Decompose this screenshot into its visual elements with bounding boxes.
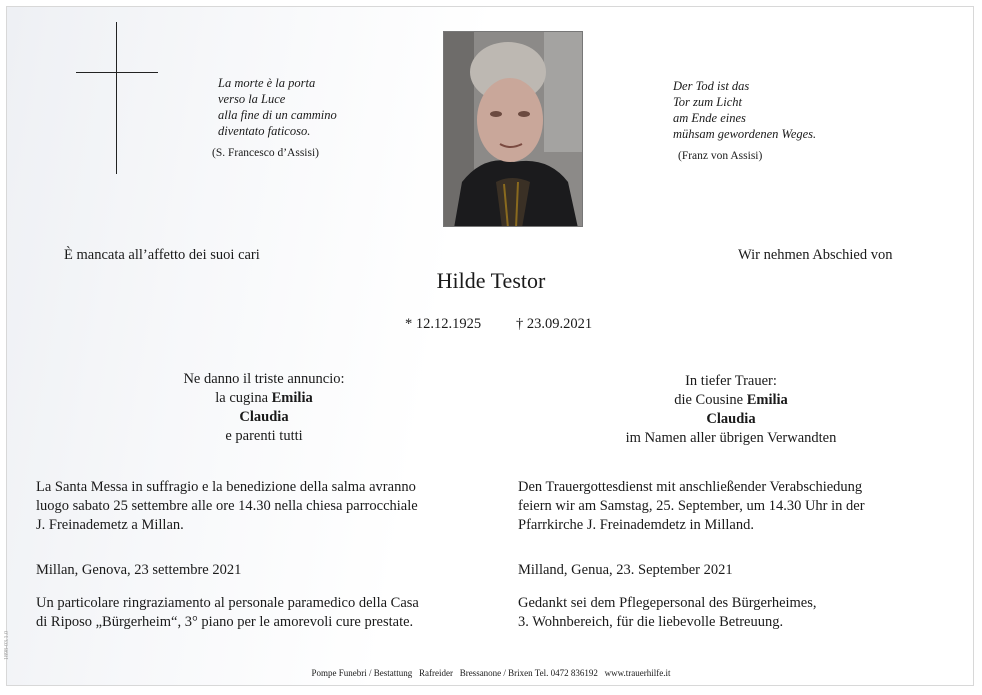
portrait-photo (443, 31, 583, 227)
text-line: di Riposo „Bürgerheim“, 3° piano per le amorevoli cure prestate. (36, 614, 414, 630)
cross-icon-vertical (116, 22, 117, 174)
thanks-german (518, 594, 817, 632)
quote-author-german: (Franz von Assisi) (678, 150, 763, 162)
intro-italian: È mancata all’affetto dei suoi cari (64, 247, 260, 263)
deceased-name: Hilde Testor (436, 268, 546, 293)
place-date-german: Milland, Genua, 23. September 2021 (518, 562, 733, 578)
text-line: Den Trauergottesdienst mit anschließender Verabschiedung (518, 479, 863, 495)
mourners-heading: Ne danno il triste annuncio: (183, 371, 345, 387)
text-line: feiern wir am Samstag, 25. September, um 14.30 Uhr in der (518, 498, 865, 514)
mourners-closing: e parenti tutti (225, 428, 303, 444)
place-date-italian: Millan, Genova, 23 settembre 2021 (36, 562, 242, 578)
quote-line: La morte è la porta (218, 76, 316, 90)
quote-line: Der Tod ist das (673, 79, 750, 93)
mourners-closing: im Namen aller übrigen Verwandten (625, 430, 837, 446)
birth-date: * 12.12.1925 (405, 316, 482, 332)
quote-author-italian: (S. Francesco d’Assisi) (212, 147, 319, 159)
mourners-italian (140, 370, 388, 446)
text-line: luogo sabato 25 settembre alle ore 14.30 nella chiesa parrocchiale (36, 498, 418, 514)
mourners-heading: In tiefer Trauer: (685, 373, 777, 389)
portrait-image (444, 32, 583, 227)
quote-line: diventato faticoso. (218, 124, 311, 138)
text-line: La Santa Messa in suffragio e la benedizione della salma avranno (36, 479, 416, 495)
funeral-home-footer: Pompe Funebri / Bestattung Rafreider Bressanone / Brixen Tel. 0472 836192 www.trauerhilfe.it (311, 668, 671, 678)
text-line: Gedankt sei dem Pflegepersonal des Bürgerheimes, (518, 595, 817, 611)
text-line: Pfarrkirche J. Freinademdetz in Milland. (518, 517, 754, 533)
mass-info-italian (36, 478, 418, 535)
quote-line: mühsam gewordenen Weges. (673, 127, 817, 141)
mourners-line (140, 389, 388, 408)
mourners-line (590, 391, 872, 410)
death-date: † 23.09.2021 (516, 316, 593, 332)
cross-icon-horizontal (76, 72, 158, 73)
mourners-prefix: la cugina (215, 390, 272, 406)
mourner-name: Emilia (746, 392, 788, 408)
print-code: 1898-03.1.0 (4, 631, 10, 660)
mourner-name: Claudia (239, 409, 289, 425)
text-line: J. Freinademetz a Millan. (36, 517, 184, 533)
mourners-prefix: die Cousine (674, 392, 747, 408)
quote-line: alla fine di un cammino (218, 108, 337, 122)
quote-line: verso la Luce (218, 92, 286, 106)
quote-german (673, 78, 816, 142)
mass-info-german (518, 478, 865, 535)
intro-german: Wir nehmen Abschied von (738, 247, 893, 263)
text-line: Un particolare ringraziamento al personale paramedico della Casa (36, 595, 419, 611)
quote-line: am Ende eines (673, 111, 746, 125)
mourner-name: Claudia (706, 411, 756, 427)
text-line: 3. Wohnbereich, für die liebevolle Betreuung. (518, 614, 784, 630)
mourners-german (590, 372, 872, 448)
thanks-italian (36, 594, 419, 632)
mourner-name: Emilia (271, 390, 313, 406)
quote-line: Tor zum Licht (673, 95, 743, 109)
quote-italian (218, 75, 337, 139)
